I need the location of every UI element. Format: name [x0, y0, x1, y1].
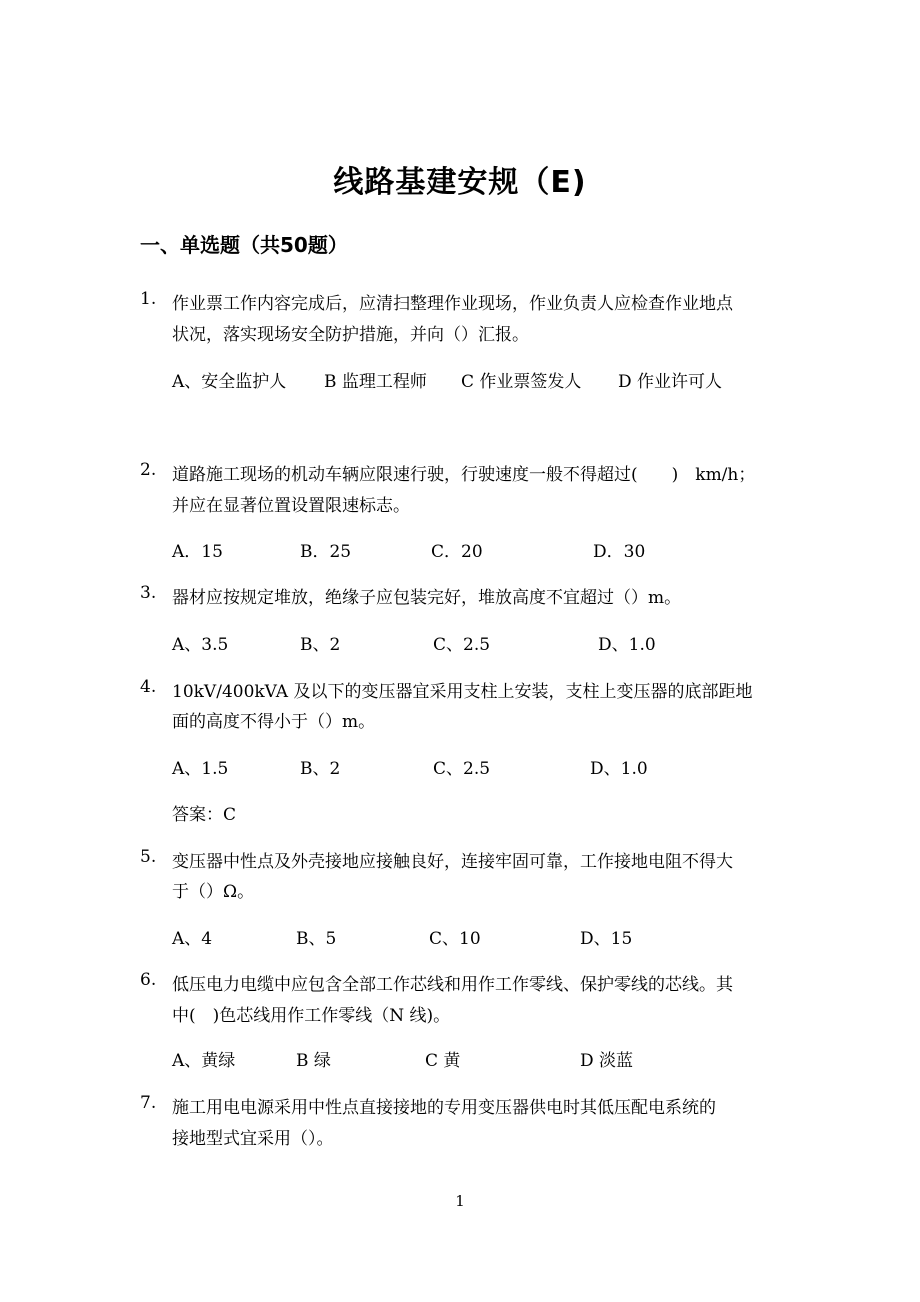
option-c: C、10 [429, 929, 481, 949]
option-b: B、5 [296, 929, 337, 949]
question-number: 6. [140, 970, 157, 990]
option-a: A、黄绿 [172, 1051, 236, 1071]
option-a: A．15 [172, 542, 223, 562]
option-d: D、1.0 [598, 635, 656, 655]
section-heading: 一、单选题（共50题） [140, 233, 348, 257]
question-text: 器材应按规定堆放，绝缘子应包装完好，堆放高度不宜超过（）m。 [172, 588, 682, 608]
option-b: B 绿 [296, 1051, 331, 1071]
question-text: 状况，落实现场安全防护措施，并向（）汇报。 [172, 325, 529, 345]
option-b: B、2 [300, 635, 341, 655]
question-text: 中( )色芯线用作工作零线（N 线)。 [172, 1006, 451, 1026]
question-number: 3. [140, 583, 157, 603]
option-a: A、3.5 [172, 635, 229, 655]
question-text: 并应在显著位置设置限速标志。 [172, 496, 410, 516]
option-a: A、4 [172, 929, 213, 949]
question-text: 面的高度不得小于（）m。 [172, 712, 376, 732]
option-d: D．30 [593, 542, 646, 562]
option-d: D、15 [580, 929, 633, 949]
option-c: C．20 [431, 542, 483, 562]
question-number: 1. [140, 289, 157, 309]
option-a: A、安全监护人 [172, 372, 287, 392]
option-c: C 黄 [425, 1051, 461, 1071]
question-number: 7. [140, 1093, 157, 1113]
question-text: 变压器中性点及外壳接地应接触良好，连接牢固可靠，工作接地电阻不得大 [172, 852, 733, 872]
option-d: D 作业许可人 [618, 372, 723, 392]
option-d: D、1.0 [590, 759, 648, 779]
page-title: 线路基建安规（E) [333, 165, 587, 200]
question-number: 2. [140, 460, 157, 480]
question-text: 10kV/400kVA 及以下的变压器宜采用支柱上安装，支柱上变压器的底部距地 [172, 682, 753, 702]
question-text: 于（）Ω。 [172, 882, 255, 902]
option-c: C 作业票签发人 [461, 372, 582, 392]
option-d: D 淡蓝 [580, 1051, 634, 1071]
question-text: 低压电力电缆中应包含全部工作芯线和用作工作零线、保护零线的芯线。其 [172, 975, 733, 995]
answer-text: 答案：C [172, 805, 237, 825]
question-number: 4. [140, 677, 157, 697]
option-a: A、1.5 [172, 759, 229, 779]
option-c: C、2.5 [433, 759, 491, 779]
question-text: 作业票工作内容完成后，应清扫整理作业现场，作业负责人应检查作业地点 [172, 294, 733, 314]
option-b: B．25 [300, 542, 352, 562]
question-text: 道路施工现场的机动车辆应限速行驶，行驶速度一般不得超过( ) km/h； [172, 465, 756, 485]
option-b: B 监理工程师 [324, 372, 427, 392]
question-number: 5. [140, 847, 157, 867]
question-text: 施工用电电源采用中性点直接接地的专用变压器供电时其低压配电系统的 [172, 1098, 716, 1118]
question-text: 接地型式宜采用（）。 [172, 1129, 334, 1149]
option-c: C、2.5 [433, 635, 491, 655]
page-number: 1 [455, 1192, 465, 1210]
option-b: B、2 [300, 759, 341, 779]
